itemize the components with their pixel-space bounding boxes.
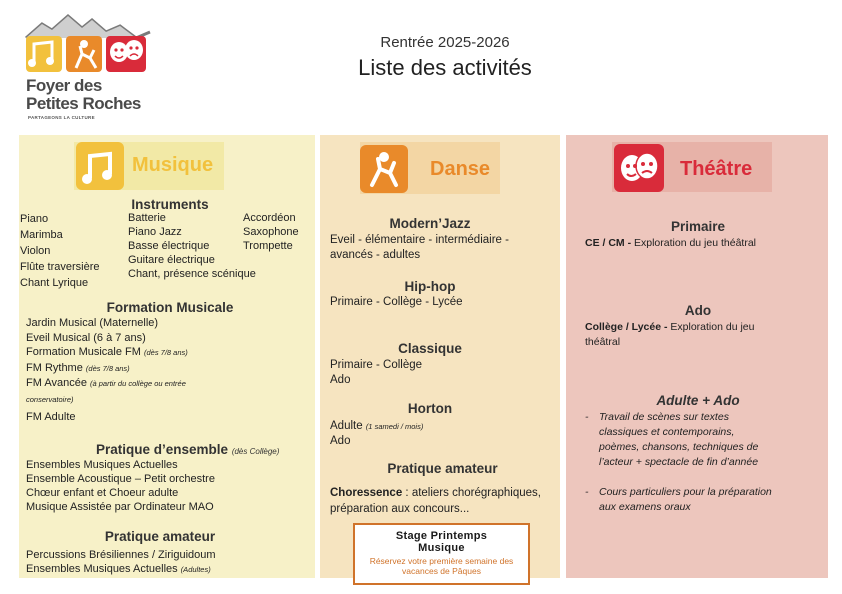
- danse-amateur-title: Pratique amateur: [387, 461, 498, 476]
- list-item: Chant, présence scénique: [128, 268, 256, 280]
- list-item: Chant Lyrique: [20, 277, 89, 289]
- musique-heading: Musique: [132, 154, 214, 176]
- primaire-text: CE / CM - Exploration du jeu théâtral: [585, 237, 757, 249]
- list-item: Piano Jazz: [128, 226, 182, 238]
- logo: [24, 10, 159, 125]
- dancer-icon: [360, 145, 408, 193]
- ado-title: Ado: [684, 303, 712, 318]
- list-item: Musique Assistée par Ordinateur MAO: [26, 501, 214, 513]
- list-item: Jardin Musical (Maternelle): [26, 317, 159, 329]
- instruments-col3: [243, 211, 299, 253]
- list-item: FM Avancée (à partir du collège ou entrée: [26, 377, 186, 389]
- classique-title: Classique: [398, 341, 462, 356]
- list-item: Percussions Brésiliennes / Ziriguidoum: [26, 549, 216, 561]
- list-item: Ensemble Acoustique – Petit orchestre: [26, 473, 215, 485]
- musique-amateur-title: Pratique amateur: [104, 529, 216, 544]
- stage-title-line2: Musique: [418, 542, 465, 554]
- music-note-icon: [76, 142, 124, 190]
- stage-title-line1: Stage Printemps: [395, 530, 488, 542]
- ado-text: Collège / Lycée - Exploration du jeu théâtral: [585, 321, 755, 348]
- instruments-col2: [128, 211, 256, 281]
- page-subtitle: Rentrée 2025-2026: [380, 34, 510, 51]
- modernjazz-text: Eveil - élémentaire - intermédiaire - avancés - adultes: [330, 234, 509, 261]
- list-item: Flûte traversière: [20, 261, 100, 273]
- list-item: Ensembles Musiques Actuelles: [26, 459, 178, 471]
- ensemble-title: Pratique d’ensemble (dès Collège): [96, 442, 280, 457]
- formation-title: Formation Musicale: [106, 300, 234, 315]
- danse-heading: Danse: [430, 158, 491, 180]
- mountain-logo-icon: [24, 10, 159, 80]
- horton-text: Adulte (1 samedi / mois) Ado: [330, 420, 424, 447]
- formation-list: [26, 316, 188, 425]
- danse-amateur-text: Choressence : ateliers chorégraphiques, préparation aux concours...: [330, 487, 541, 515]
- page-title: Liste des activités: [358, 55, 532, 80]
- logo-name-line1: Foyer des: [26, 76, 102, 95]
- list-item: Violon: [20, 245, 51, 257]
- list-item: FM Adulte: [26, 411, 76, 423]
- modernjazz-title: Modern’Jazz: [389, 216, 471, 231]
- list-item: Marimba: [20, 229, 63, 241]
- list-item: Piano: [20, 213, 49, 225]
- adulte-item2: - Cours particuliers pour la préparation aux examens oraux: [585, 486, 772, 513]
- theatre-heading: Théâtre: [680, 158, 753, 180]
- list-item: Eveil Musical (6 à 7 ans): [26, 331, 146, 344]
- stage-text-line2: vacances de Pâques: [402, 566, 481, 576]
- ensemble-list: [26, 458, 215, 514]
- theatre-masks-icon: [614, 144, 664, 192]
- list-item: Accordéon: [243, 212, 296, 224]
- list-item: Ensembles Musiques Actuelles (Adultes): [26, 563, 211, 575]
- adulte-title: Adulte + Ado: [656, 393, 740, 408]
- list-item: Saxophone: [243, 226, 299, 238]
- list-item: FM Rythme (dès 7/8 ans): [26, 361, 130, 374]
- instruments-col1: [20, 211, 99, 291]
- adulte-item1: - Travail de scènes sur textes classiques et contemporains, poèmes, chansons, techniques de l’acteur + spectacle de fin d’année: [585, 411, 759, 468]
- logo-tagline: PARTAGEONS LA CULTURE: [28, 115, 95, 120]
- hiphop-title: Hip-hop: [404, 279, 456, 294]
- list-item: Formation Musicale FM (dès 7/8 ans): [26, 346, 188, 358]
- stage-text-line1: Réservez votre première semaine des: [369, 556, 514, 566]
- classique-text: Primaire - Collège Ado: [330, 359, 423, 386]
- list-item: Batterie: [128, 212, 166, 224]
- primaire-title: Primaire: [670, 219, 726, 234]
- list-item: Chœur enfant et Choeur adulte: [26, 487, 179, 499]
- horton-title: Horton: [407, 401, 453, 416]
- list-item: Guitare électrique: [128, 254, 215, 266]
- musique-amateur-list: [26, 548, 216, 577]
- hiphop-text: Primaire - Collège - Lycée: [330, 296, 463, 308]
- list-item: Basse électrique: [128, 240, 210, 252]
- instruments-title: Instruments: [131, 197, 209, 212]
- logo-name-line2: Petites Roches: [26, 94, 141, 113]
- list-item: conservatoire): [26, 394, 74, 404]
- list-item: Trompette: [243, 240, 293, 252]
- stage-printemps-box: [353, 523, 530, 585]
